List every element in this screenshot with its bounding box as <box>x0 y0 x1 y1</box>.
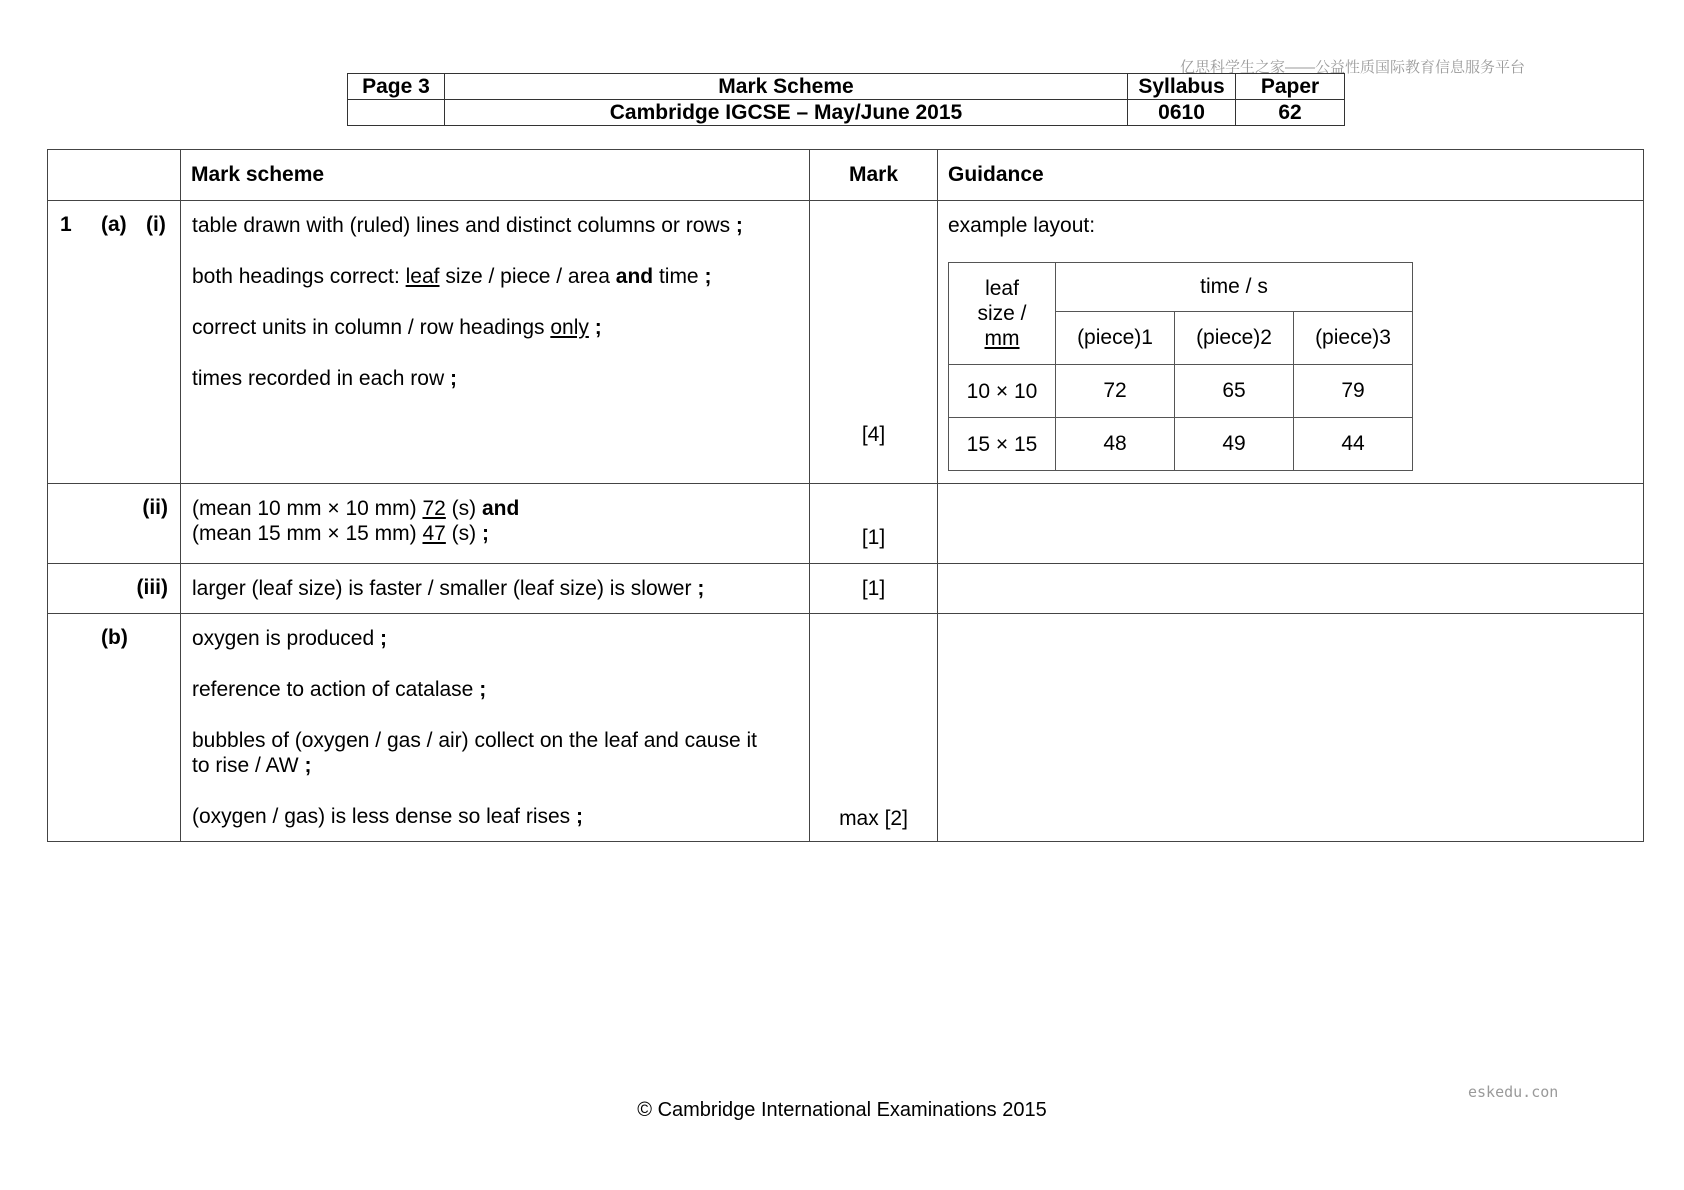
mark-scheme-cell <box>181 484 810 564</box>
mark-point: times recorded in each row ; <box>192 367 457 390</box>
question-subpart: (iii) <box>136 576 168 599</box>
mark-scheme-column-header: Mark scheme <box>181 150 810 201</box>
table-row <box>48 201 1644 484</box>
question-subpart: (i) <box>146 213 166 236</box>
guidance-column-header: Guidance <box>938 150 1644 201</box>
mark-point: to rise / AW ; <box>192 754 312 777</box>
mark-scheme-table <box>47 149 1644 842</box>
example-value: 48 <box>1056 418 1175 471</box>
example-value: 72 <box>1056 365 1175 418</box>
example-leaf-size-header: leaf size / mm <box>949 263 1056 365</box>
guidance-cell <box>938 564 1644 614</box>
page-number: Page 3 <box>348 74 445 100</box>
question-number-cell <box>48 484 181 564</box>
question-subpart: (ii) <box>142 496 168 519</box>
document-title: Mark Scheme <box>444 74 1127 100</box>
mark-cell: [1] <box>810 564 938 614</box>
mark-scheme-cell <box>181 564 810 614</box>
example-value: 79 <box>1294 365 1413 418</box>
example-size: 15 × 15 <box>949 418 1056 471</box>
table-row <box>48 614 1644 842</box>
question-column-header <box>48 150 181 201</box>
example-row <box>949 418 1413 471</box>
example-column-header: (piece)2 <box>1175 312 1294 365</box>
table-row <box>48 484 1644 564</box>
mark-cell: max [2] <box>810 614 938 842</box>
mark-point: (mean 15 mm × 15 mm) 47 (s) ; <box>192 522 489 545</box>
syllabus-label: Syllabus <box>1128 74 1236 100</box>
mark-cell: [4] <box>810 201 938 484</box>
example-size: 10 × 10 <box>949 365 1056 418</box>
paper-label: Paper <box>1236 74 1345 100</box>
question-number-cell <box>48 564 181 614</box>
example-layout-table <box>948 262 1413 471</box>
mark-point: oxygen is produced ; <box>192 627 387 650</box>
question-part: (b) <box>101 626 128 649</box>
guidance-cell <box>938 484 1644 564</box>
example-column-header: (piece)3 <box>1294 312 1413 365</box>
guidance-cell <box>938 201 1644 484</box>
mark-point: correct units in column / row headings only ; <box>192 316 602 339</box>
example-row <box>949 365 1413 418</box>
mark-cell: [1] <box>810 484 938 564</box>
mark-point: (mean 10 mm × 10 mm) 72 (s) and <box>192 497 520 520</box>
mark-point: (oxygen / gas) is less dense so leaf rises ; <box>192 805 584 828</box>
mark-scheme-cell <box>181 614 810 842</box>
example-value: 49 <box>1175 418 1294 471</box>
example-value: 65 <box>1175 365 1294 418</box>
watermark-bottom: eskedu.con <box>1468 1083 1559 1101</box>
syllabus-code: 0610 <box>1128 100 1236 126</box>
question-number: 1 <box>60 213 72 236</box>
mark-scheme-cell <box>181 201 810 484</box>
copyright-footer: © Cambridge International Examinations 2015 <box>637 1099 1047 1121</box>
mark-point: reference to action of catalase ; <box>192 678 487 701</box>
example-column-header: (piece)1 <box>1056 312 1175 365</box>
mark-point: table drawn with (ruled) lines and distinct columns or rows ; <box>192 214 743 237</box>
guidance-label: example layout: <box>948 214 1096 237</box>
mark-point: both headings correct: leaf size / piece / area and time ; <box>192 265 712 288</box>
example-value: 44 <box>1294 418 1413 471</box>
page-header-table <box>347 73 1345 126</box>
page-number-blank <box>348 100 445 126</box>
example-time-header: time / s <box>1056 263 1413 312</box>
mark-column-header: Mark <box>810 150 938 201</box>
question-part: (a) <box>101 213 127 236</box>
mark-point: larger (leaf size) is faster / smaller (leaf size) is slower ; <box>192 577 705 600</box>
question-number-cell <box>48 614 181 842</box>
paper-number: 62 <box>1236 100 1345 126</box>
question-number-cell <box>48 201 181 484</box>
column-header-row <box>48 150 1644 201</box>
guidance-cell <box>938 614 1644 842</box>
mark-point: bubbles of (oxygen / gas / air) collect on the leaf and cause it <box>192 729 758 752</box>
watermark-top: 亿思科学生之家——公益性质国际教育信息服务平台 <box>1180 59 1526 76</box>
table-row <box>48 564 1644 614</box>
exam-name: Cambridge IGCSE – May/June 2015 <box>444 100 1127 126</box>
